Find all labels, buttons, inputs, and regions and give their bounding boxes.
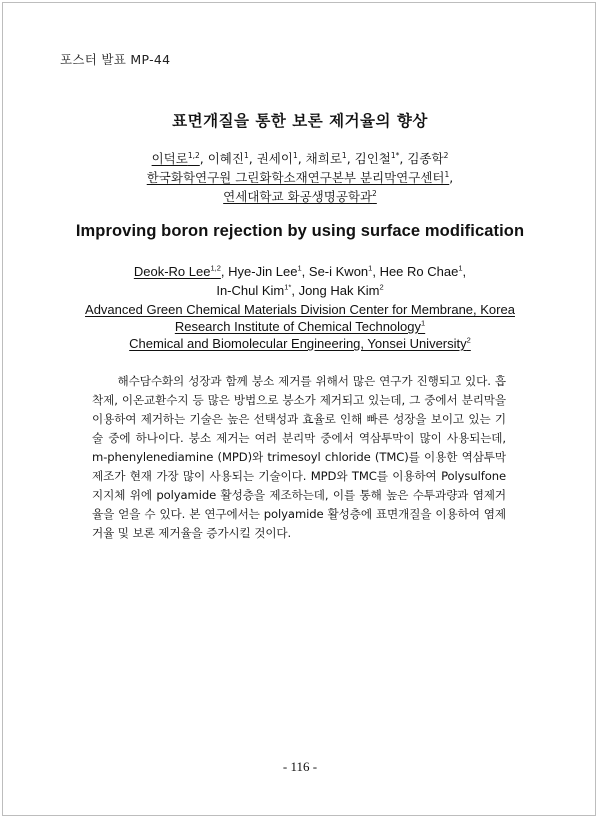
- author-en-3: Se-i Kwon$^1$: [308, 263, 373, 279]
- affiliation-ko-2: 연세대학교 화공생명공학과$^2$: [223, 188, 377, 204]
- title-korean: 표면개질을 통한 보론 제거율의 향상: [172, 112, 428, 130]
- author-en-2: Hye-Jin Lee$^1$: [228, 263, 302, 279]
- author-en-6: Jong Hak Kim$^2$: [298, 282, 384, 298]
- author-en-4: Hee Ro Chae$^1$: [379, 263, 463, 279]
- title-english: Improving boron rejection by using surface modification: [75, 222, 525, 240]
- session-header: 포스터 발표 MP-44: [60, 52, 171, 67]
- author-ko-5: 김인철$^{1*}$: [354, 150, 400, 166]
- authors-english-line-1: Deok-Ro Lee$^{1,2}$, Hye-Jin Lee$^1$, Se-i Kwon$^1$, Hee Ro Chae$^1$,: [133, 263, 467, 279]
- author-ko-4: 채희로$^1$: [305, 150, 347, 166]
- affiliation-en-1: Advanced Green Chemical Materials Division Center for Membrane, Korea: [85, 302, 515, 317]
- author-ko-2: 이혜진$^1$: [207, 150, 249, 166]
- authors-korean: 이덕로$^{1,2}$, 이혜진$^1$, 권세이$^1$, 채희로$^1$, 김인철$^{1*}$, 김종학$^2$: [151, 150, 449, 166]
- author-en-5: In-Chul Kim$^{1*}$: [216, 282, 292, 298]
- page-number: - 116 -: [282, 759, 318, 774]
- author-en-1: Deok-Ro Lee$^{1,2}$: [133, 263, 221, 279]
- author-ko-3: 권세이$^1$: [256, 150, 298, 166]
- authors-english-line-2: In-Chul Kim$^{1*}$, Jong Hak Kim$^2$: [216, 282, 384, 298]
- author-ko-1: 이덕로$^{1,2}$: [151, 150, 200, 166]
- abstract-body: 해수담수화의 성장과 함께 붕소 제거를 위해서 많은 연구가 진행되고 있다. 흡착제, 이온교환수지 등 많은 방법으로 붕소가 제거되고 있는데, 그 중에서 분리막을 이용하여 제거하는 기술은 높은 선택성과 효율로 인해 빠른 성장을 보이고 있는 기술 중에 하나이다. 붕소 제거는 여러 분리막 중에서 역삼투막이 많이 사용되는데, m-phenylenediamine (MPD)와 trimesoyl chloride (TMC)를 이용한 역삼투막 제조가 현재 가장 많이 사용되는 기술이다. MPD와 TMC를 이용하여 Polysulfone 지지체 위에 polyamide 활성층을 제조하는데, 이를 통해 높은 수투과량과 염제거율을 얻을 수 있다. 본 연구에서는 polyamide 활성층에 표면개질을 이용하여 염제거율 및 보론 제거율을 증가시킬 것이다.: [92, 374, 506, 540]
- affiliation-en-3: Chemical and Biomolecular Engineering, Yonsei University$^2$: [129, 335, 471, 351]
- affiliation-en-2: Research Institute of Chemical Technology$^1$: [174, 318, 426, 334]
- author-ko-6: 김종학$^2$: [407, 150, 449, 166]
- affiliation-ko-1: 한국화학연구원 그린화학소재연구본부 분리막연구센터$^1$,: [146, 169, 454, 185]
